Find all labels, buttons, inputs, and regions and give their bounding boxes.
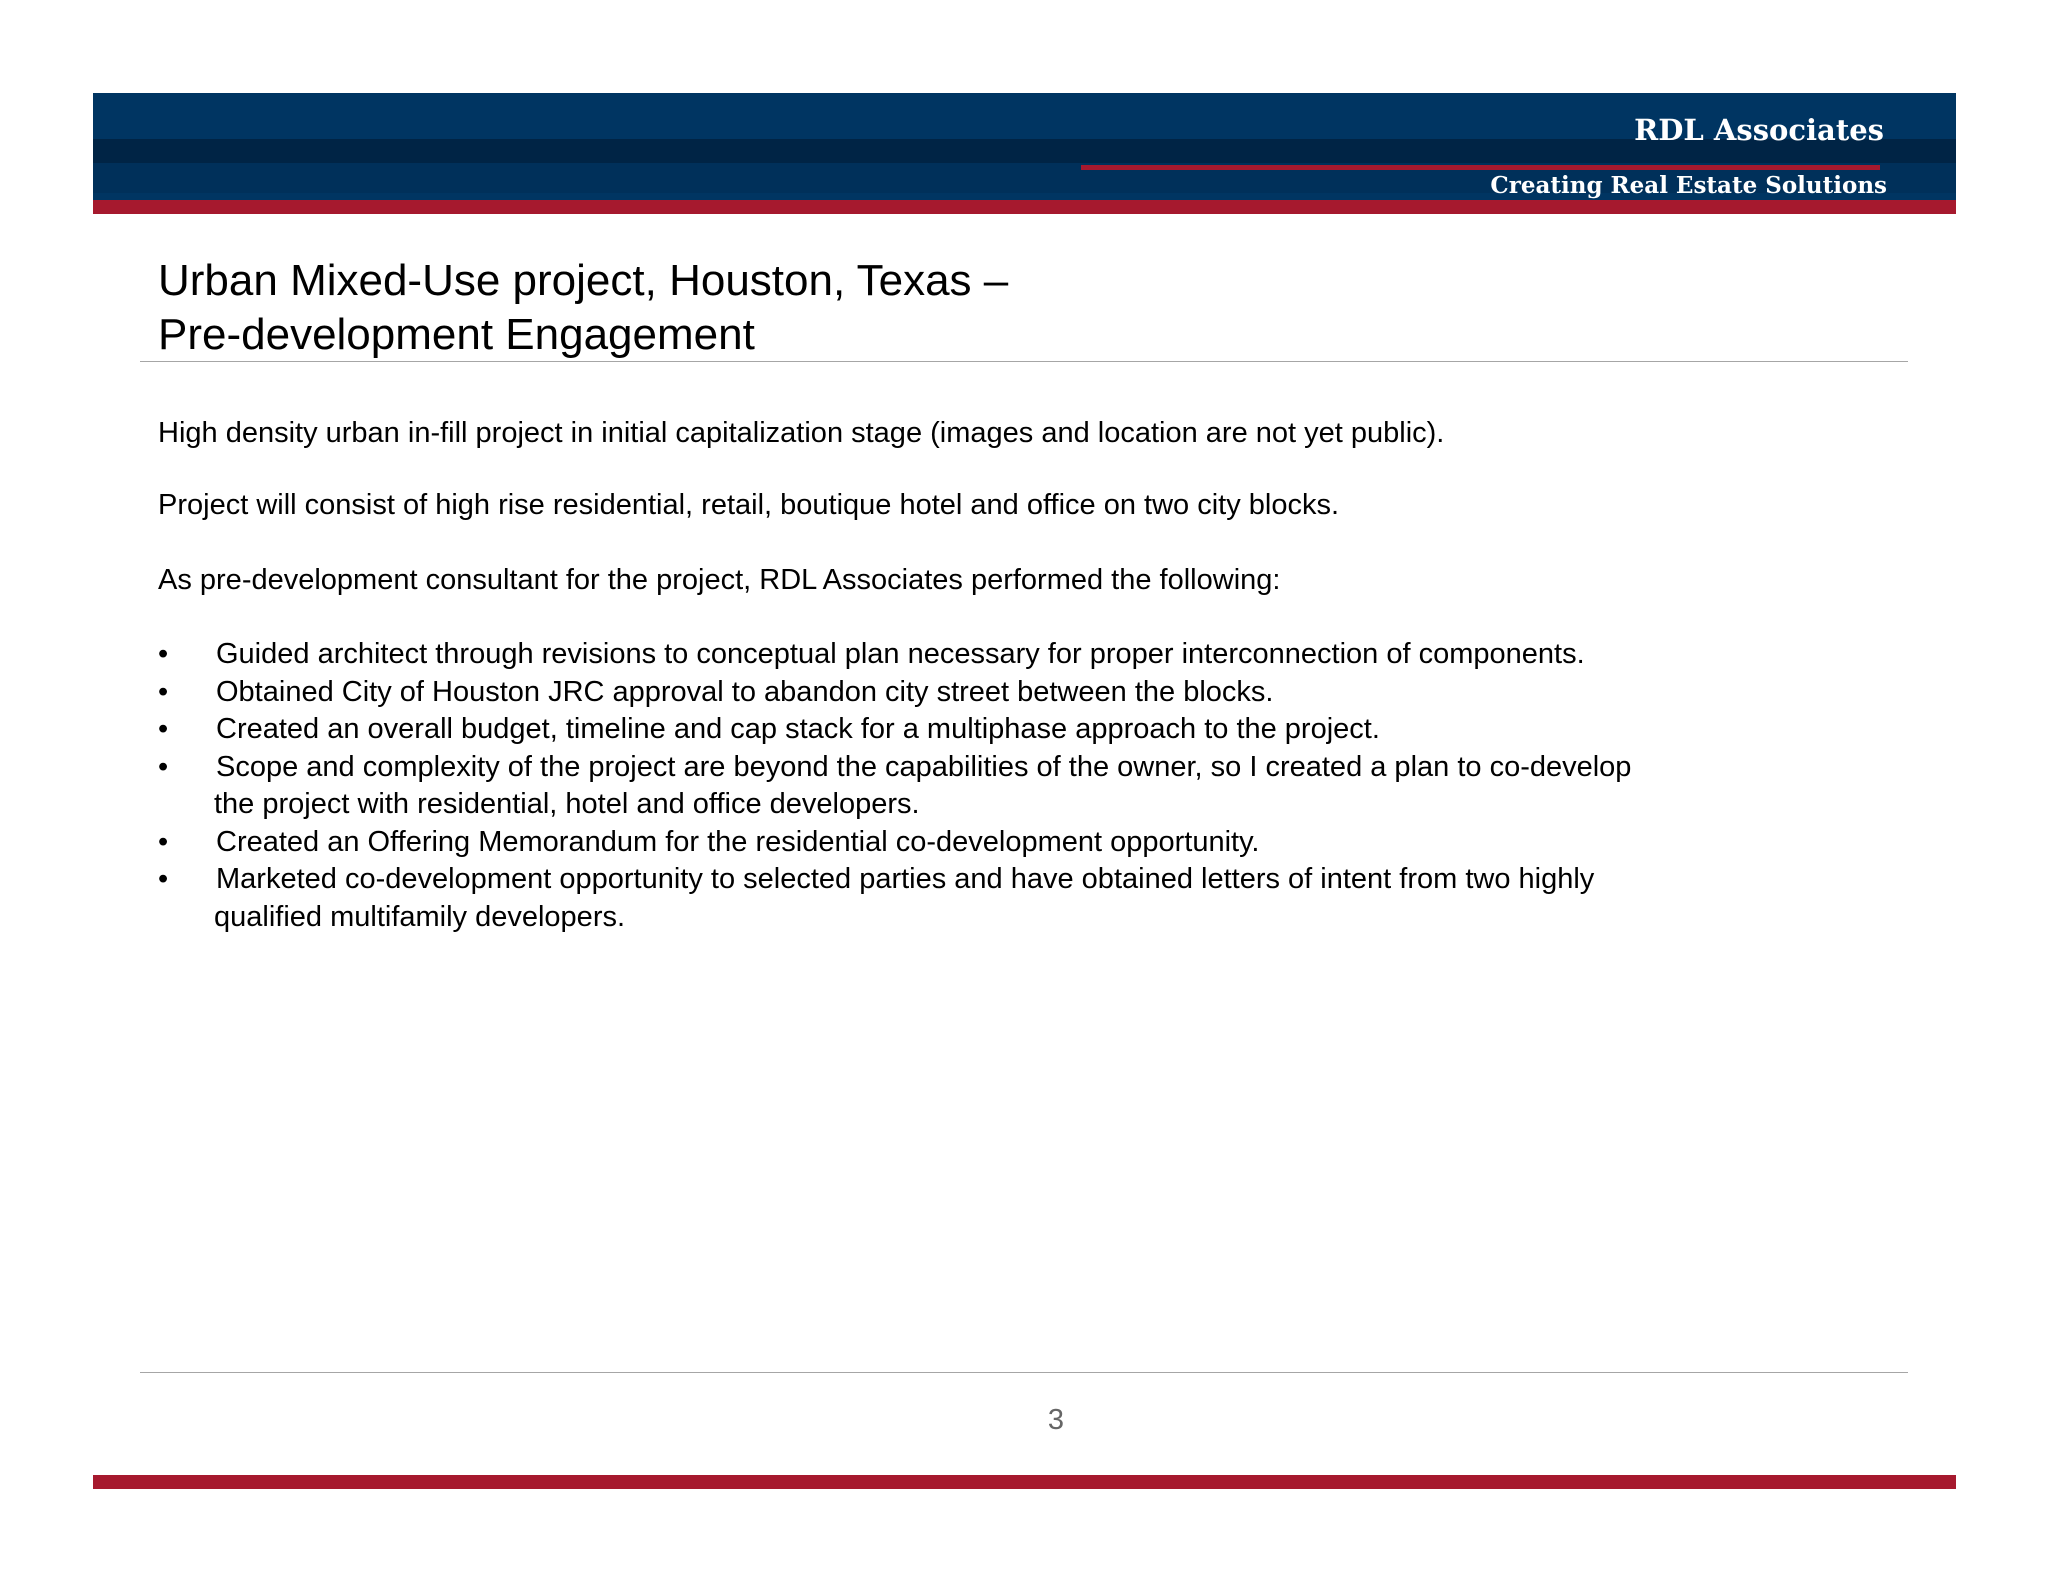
list-item-text: Created an Offering Memorandum for the residential co-development opportunity. [216, 825, 1260, 858]
footer-divider [140, 1372, 1908, 1373]
list-item-text: Created an overall budget, timeline and cap stack for a multiphase approach to the project. [216, 713, 1380, 745]
list-item-text: Guided architect through revisions to conceptual plan necessary for proper interconnection of components. [216, 638, 1585, 670]
header-band-red [93, 200, 1956, 214]
list-item-text: Scope and complexity of the project are beyond the capabilities of the owner, so I created a plan to co-develop [216, 750, 1632, 783]
page-title [158, 254, 1008, 362]
title-divider [140, 361, 1908, 362]
header-banner [93, 93, 1956, 214]
scope-paragraph: Project will consist of high rise residential, retail, boutique hotel and office on two city blocks. [158, 489, 1340, 521]
bullet-glyph: • [158, 638, 169, 670]
bullet-glyph: • [158, 863, 169, 895]
bullet-glyph: • [158, 675, 169, 708]
list-item [158, 711, 1878, 749]
list-item-text-continued: qualified multifamily developers. [214, 900, 626, 933]
brand-tagline: Creating Real Estate Solutions [1490, 172, 1887, 199]
page-number: 3 [1047, 1404, 1065, 1436]
services-bullet-list [158, 636, 1878, 936]
list-item-text: Obtained City of Houston JRC approval to abandon city street between the blocks. [216, 675, 1274, 708]
list-item-text: Marketed co-development opportunity to selected parties and have obtained letters of intent from two highly [216, 863, 1595, 895]
page-title-line-1: Urban Mixed-Use project, Houston, Texas – [158, 256, 1009, 305]
bullet-glyph: • [158, 825, 169, 858]
header-accent-line [1081, 165, 1880, 170]
bullet-glyph: • [158, 750, 169, 783]
list-item [158, 674, 1878, 712]
intro-paragraph: High density urban in-fill project in initial capitalization stage (images and location are not yet public). [158, 417, 1445, 449]
list-item [158, 861, 1878, 936]
list-item-text-continued: the project with residential, hotel and office developers. [214, 788, 920, 820]
footer-bar [93, 1475, 1956, 1489]
services-lead-paragraph: As pre-development consultant for the project, RDL Associates performed the following: [158, 564, 1281, 596]
brand-name: RDL Associates [1634, 113, 1884, 147]
list-item [158, 636, 1878, 674]
page-title-line-2: Pre-development Engagement [158, 310, 755, 359]
list-item [158, 749, 1878, 824]
list-item [158, 824, 1878, 862]
bullet-glyph: • [158, 713, 169, 745]
